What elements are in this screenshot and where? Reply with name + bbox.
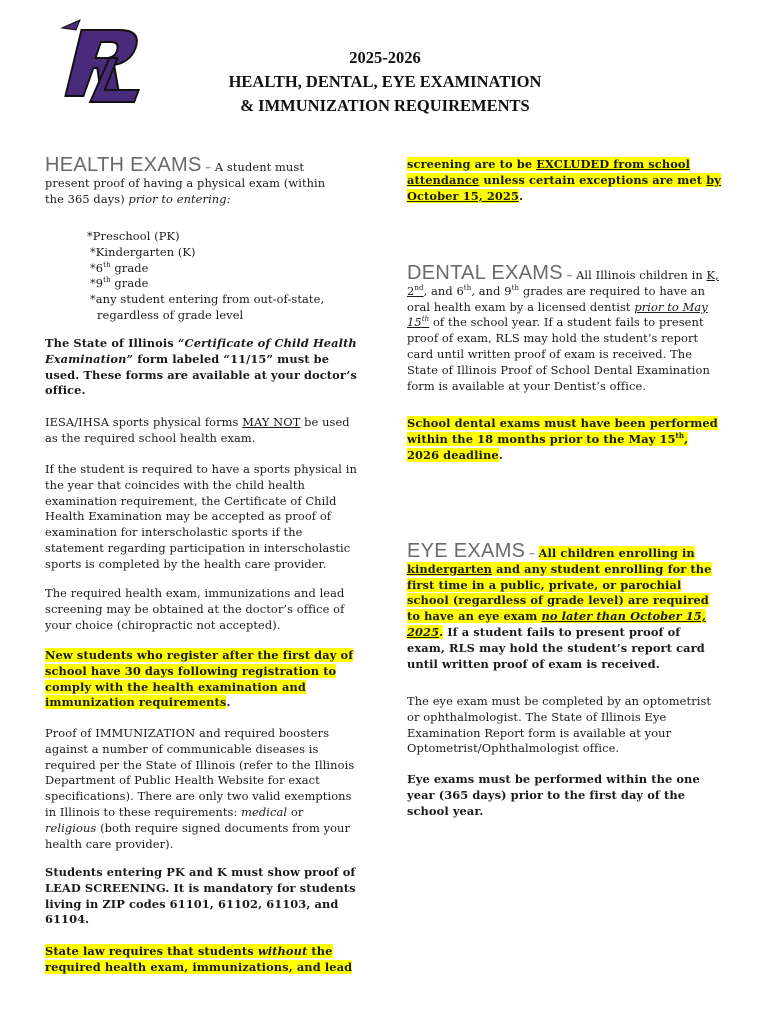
dental-exams-title: DENTAL EXAMS xyxy=(407,262,563,284)
dental-deadline-paragraph: School dental exams must have been performed within the 18 months prior to the May 15th, 2026 deadline. xyxy=(407,416,718,462)
eye-within-year-paragraph: Eye exams must be performed within the one year (365 days) prior to the first day of the school year. xyxy=(407,772,700,818)
header-line-1: HEALTH, DENTAL, EYE EXAMINATION xyxy=(228,72,542,91)
list-item: *any student entering from out-of-state, xyxy=(90,292,325,307)
list-item: *Preschool (PK) xyxy=(87,229,180,243)
document-header xyxy=(0,46,770,118)
eye-exams-title: EYE EXAMS xyxy=(407,540,526,562)
iesa-paragraph: IESA/IHSA sports physical forms MAY NOT be used as the required school health exam. xyxy=(45,415,350,445)
required-exam-paragraph: The required health exam, immunizations and lead screening may be obtained at the doctor’s office of your choice (chiropractic not accepted). xyxy=(45,586,345,632)
immunization-paragraph: Proof of IMMUNIZATION and required boosters against a number of communicable diseases is required per the State of Illinois (refer to the Illinois Department of Public Health Website for exact specifications). There are only two valid exemptions in Illinois to these requirements: medical or religious (both require signed documents from your health care provider). xyxy=(45,726,355,851)
list-item: regardless of grade level xyxy=(97,307,244,322)
new-students-paragraph: New students who register after the first day of school have 30 days following registration to comply with the health examination and immunization requirements. xyxy=(45,648,354,710)
health-exams-intro: HEALTH EXAMS – A student must present proof of having a physical exam (within the 365 days) prior to entering: xyxy=(45,154,326,206)
exclusion-continued-paragraph: screening are to be EXCLUDED from school attendance unless certain exceptions are met by October 15, 2025. xyxy=(407,157,721,203)
header-year: 2025-2026 xyxy=(349,48,421,67)
health-exams-title: HEALTH EXAMS xyxy=(45,154,202,176)
state-law-paragraph: State law requires that students without the required health exam, immunizations, and lead xyxy=(45,944,353,974)
eye-exams-paragraph: EYE EXAMS – All children enrolling in kindergarten and any student enrolling for the first time in a public, private, or parochial school (regardless of grade level) are required to have an eye exam no later than October 15, 2025. If a student fails to present proof of exam, RLS may hold the student’s report card until written proof of exam is received. xyxy=(407,540,712,671)
list-item: *9th grade xyxy=(90,276,149,291)
eye-optometrist-paragraph: The eye exam must be completed by an optometrist or ophthalmologist. The State of Illinois Eye Examination Report form is available at your Optometrist/Ophthalmologist office. xyxy=(407,694,712,756)
list-item: *Kindergarten (K) xyxy=(90,244,196,259)
health-grade-list xyxy=(87,229,367,324)
list-item: *6th grade xyxy=(90,260,149,275)
sports-physical-paragraph: If the student is required to have a sports physical in the year that coincides with the child health examination requirement, the Certificate of Child Health Examination may be accepted as proof of examination for interscholastic sports if the statement regarding participation in interscholastic sports is completed by the health care provider. xyxy=(45,462,357,571)
lead-screening-paragraph: Students entering PK and K must show proof of LEAD SCREENING. It is mandatory for students living in ZIP codes 61101, 61102, 61103, and 61104. xyxy=(45,865,356,927)
dental-exams-paragraph: DENTAL EXAMS – All Illinois children in K, 2nd, and 6th, and 9th grades are required to have an oral health exam by a licensed dentist prior to May 15th of the school year. If a student fails to present proof of exam, RLS may hold the student’s report card until written proof of exam is received. The State of Illinois Proof of School Dental Examination form is available at your Dentist’s office. xyxy=(407,262,719,393)
certificate-paragraph: The State of Illinois “Certificate of Child Health Examination” form labeled “11/15” must be used. These forms are available at your doctor’s office. xyxy=(45,336,357,398)
header-line-2: & IMMUNIZATION REQUIREMENTS xyxy=(240,96,530,115)
